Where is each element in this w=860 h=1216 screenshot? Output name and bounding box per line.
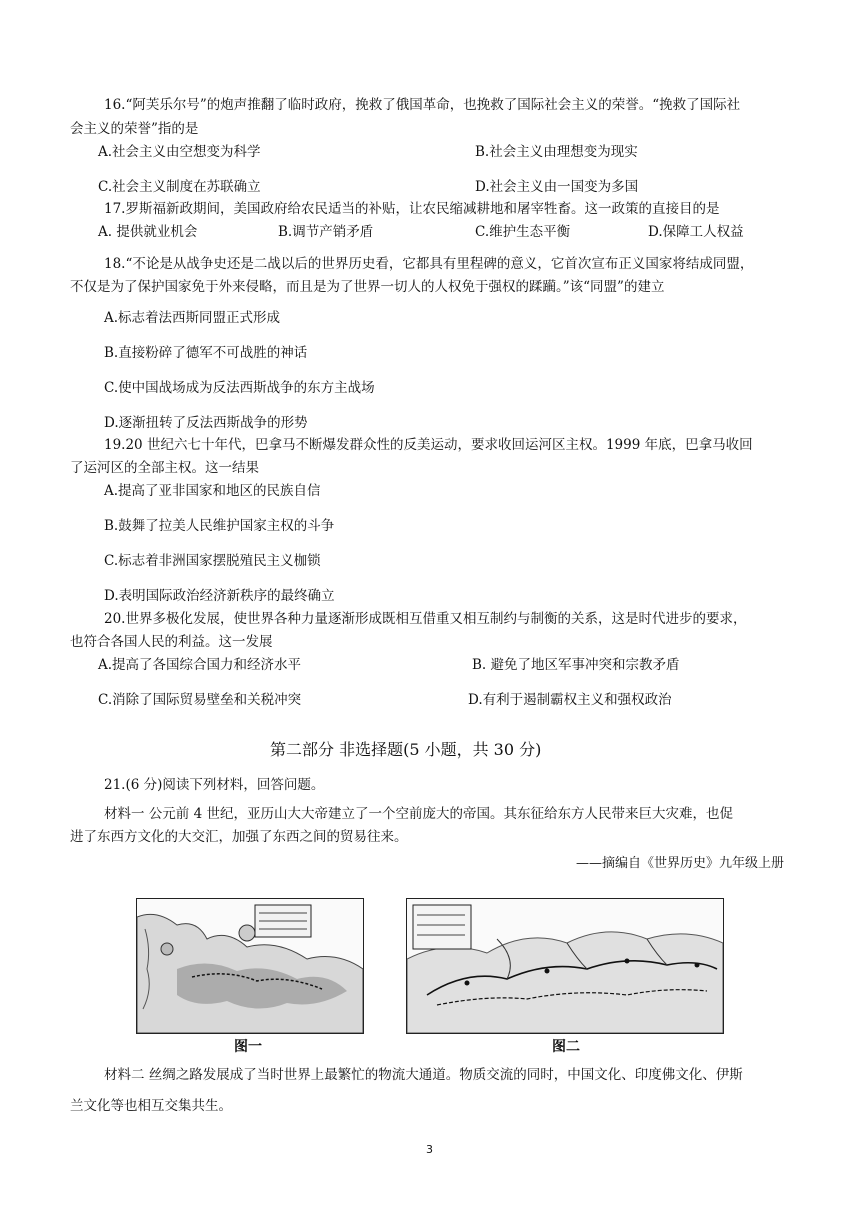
figure1-label: 图一 bbox=[234, 1039, 262, 1055]
q16-option-d: D.社会主义由一国变为多国 bbox=[475, 179, 639, 195]
q19-option-d: D.表明国际政治经济新秩序的最终确立 bbox=[104, 588, 335, 604]
q21-material1-source: ——摘编自《世界历史》九年级上册 bbox=[575, 856, 784, 871]
q18-stem-line2: 不仅是为了保护国家免于外来侵略，而且是为了世界一切人的人权免于强权的蹂躏。”该“同盟”的建立 bbox=[70, 279, 665, 295]
empire-map-drawing bbox=[137, 899, 363, 1033]
q20-option-d: D.有利于遏制霸权主义和强权政治 bbox=[468, 692, 672, 708]
q16-option-b: B.社会主义由理想变为现实 bbox=[475, 144, 638, 160]
page-number: 3 bbox=[426, 1143, 433, 1156]
q19-option-b: B.鼓舞了拉美人民维护国家主权的斗争 bbox=[104, 518, 335, 534]
q21-material1-line2: 进了东西方文化的大交汇，加强了东西之间的贸易往来。 bbox=[70, 829, 408, 845]
q18-option-d: D.逐渐扭转了反法西斯战争的形势 bbox=[104, 415, 308, 431]
q20-option-c: C.消除了国际贸易壁垒和关税冲突 bbox=[98, 692, 302, 708]
q20-option-a: A.提高了各国综合国力和经济水平 bbox=[98, 657, 302, 673]
q17-option-d: D.保障工人权益 bbox=[648, 224, 744, 240]
q18-option-c: C.使中国战场成为反法西斯战争的东方主战场 bbox=[104, 380, 375, 396]
q21-stem: 21.(6 分)阅读下列材料，回答问题。 bbox=[104, 777, 325, 793]
q16-stem-line1: 16.“阿芙乐尔号”的炮声推翻了临时政府，挽救了俄国革命，也挽救了国际社会主义的荣誉。“挽救了国际社 bbox=[104, 97, 741, 113]
figure-alexander-empire-map bbox=[136, 898, 364, 1034]
q16-option-c: C.社会主义制度在苏联确立 bbox=[98, 179, 261, 195]
silk-road-map-drawing bbox=[407, 899, 723, 1033]
q21-material2-line1: 材料二 丝绸之路发展成了当时世界上最繁忙的物流大通道。物质交流的同时，中国文化、印度佛文化、伊斯 bbox=[104, 1067, 743, 1083]
q17-stem: 17.罗斯福新政期间，美国政府给农民适当的补贴，让农民缩减耕地和屠宰牲畜。这一政策的直接目的是 bbox=[104, 201, 720, 217]
q20-stem-line1: 20.世界多极化发展，使世界各种力量逐渐形成既相互借重又相互制约与制衡的关系，这是时代进步的要求， bbox=[104, 611, 747, 627]
part2-title: 第二部分 非选择题(5 小题，共 30 分) bbox=[270, 740, 542, 759]
q16-stem-line2: 会主义的荣誉”指的是 bbox=[70, 121, 199, 137]
q19-option-a: A.提高了亚非国家和地区的民族自信 bbox=[104, 483, 321, 499]
figure2-label: 图二 bbox=[552, 1039, 580, 1055]
q20-option-b: B. 避免了地区军事冲突和宗教矛盾 bbox=[472, 657, 680, 673]
figure-silk-road-map bbox=[406, 898, 724, 1034]
q17-option-b: B.调节产销矛盾 bbox=[278, 224, 374, 240]
q18-stem-line1: 18.“不论是从战争史还是二战以后的世界历史看，它都具有里程碑的意义，它首次宣布正义国家将结成同盟， bbox=[104, 256, 754, 272]
q17-option-c: C.维护生态平衡 bbox=[475, 224, 571, 240]
q21-material1-line1: 材料一 公元前 4 世纪，亚历山大大帝建立了一个空前庞大的帝国。其东征给东方人民带来巨大灾难，也促 bbox=[104, 806, 733, 822]
q19-option-c: C.标志着非洲国家摆脱殖民主义枷锁 bbox=[104, 553, 321, 569]
q18-option-b: B.直接粉碎了德军不可战胜的神话 bbox=[104, 345, 308, 361]
q17-option-a: A. 提供就业机会 bbox=[98, 224, 198, 240]
q19-stem-line1: 19.20 世纪六七十年代，巴拿马不断爆发群众性的反美运动，要求收回运河区主权。1999 年底，巴拿马收回 bbox=[104, 437, 753, 453]
q16-option-a: A.社会主义由空想变为科学 bbox=[98, 144, 261, 160]
q18-option-a: A.标志着法西斯同盟正式形成 bbox=[104, 310, 281, 326]
q21-material2-line2: 兰文化等也相互交集共生。 bbox=[70, 1098, 232, 1114]
q19-stem-line2: 了运河区的全部主权。这一结果 bbox=[70, 460, 259, 476]
q20-stem-line2: 也符合各国人民的利益。这一发展 bbox=[70, 634, 273, 650]
